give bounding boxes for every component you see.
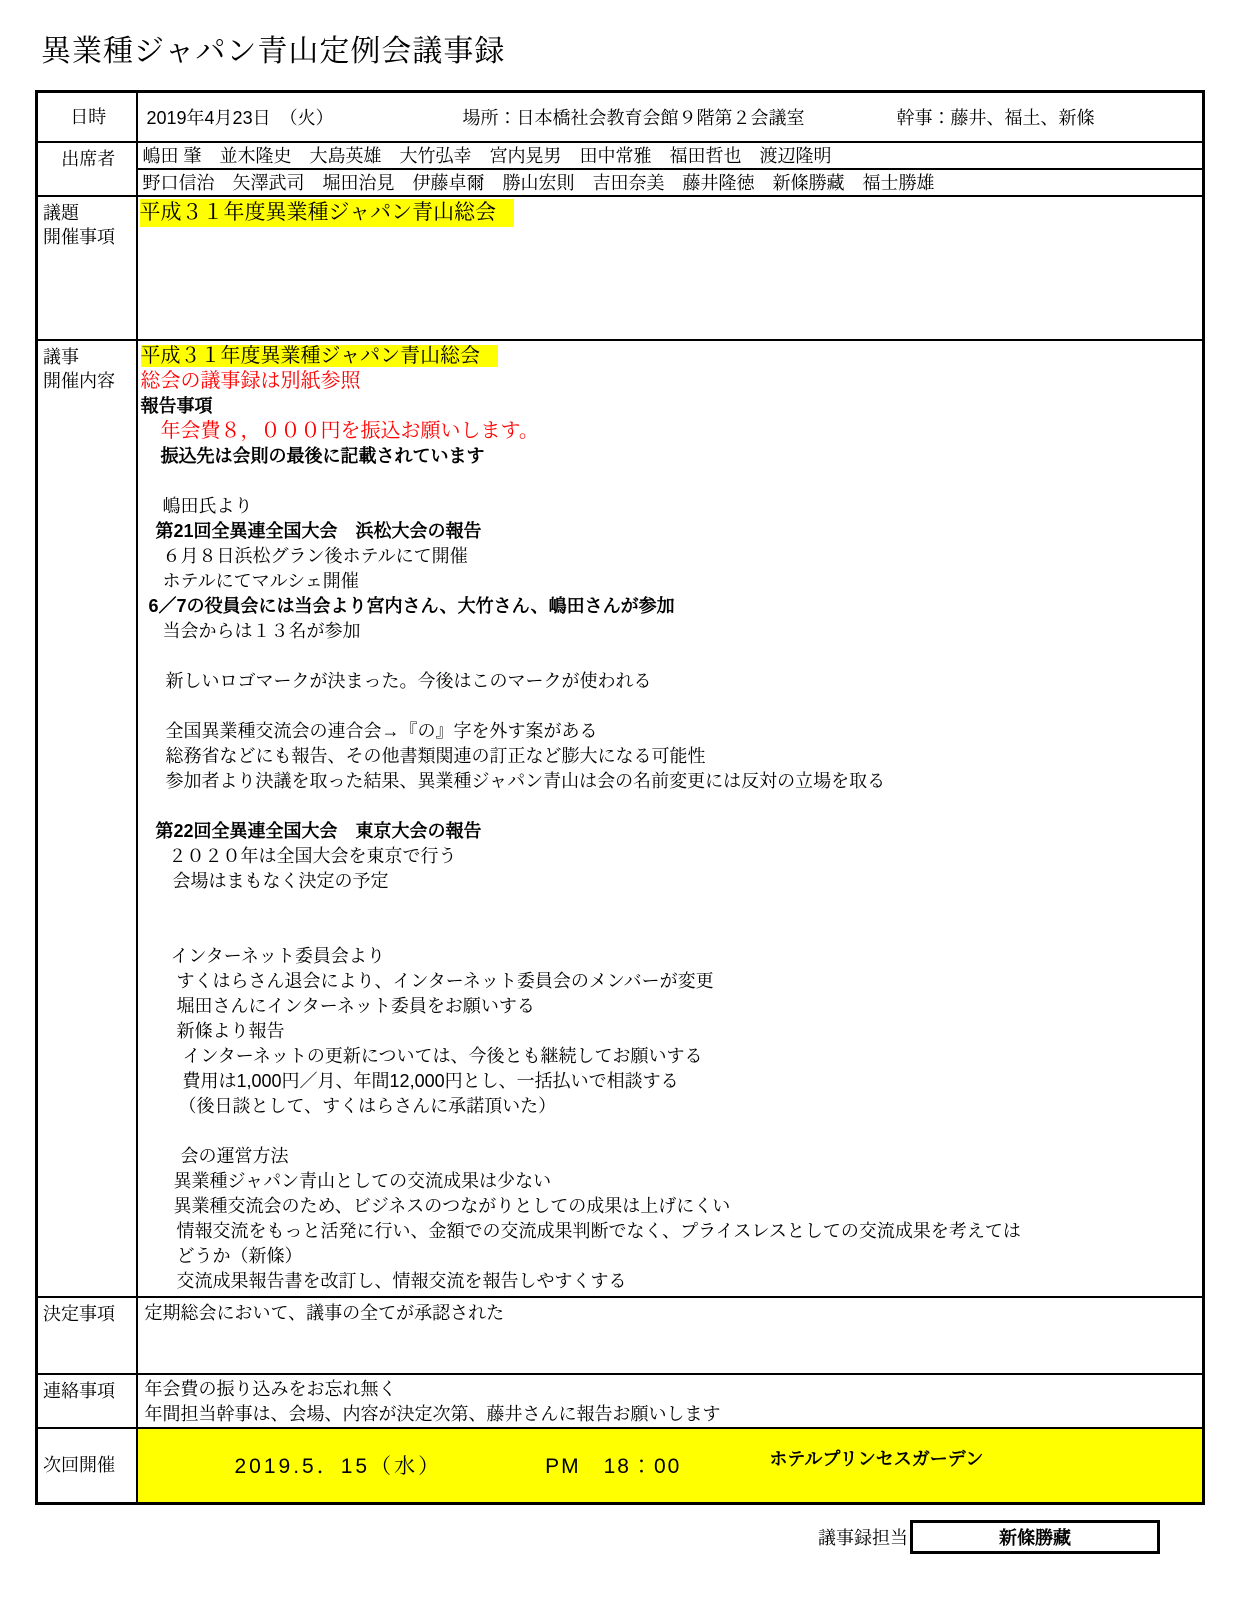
minutes-line: 参加者より決議を取った結果、異業種ジャパン青山は会の名前変更には反対の立場を取る bbox=[165, 770, 886, 791]
label-agenda-line1: 議題 bbox=[43, 202, 79, 223]
minutes-line: インターネット委員会より bbox=[170, 945, 385, 966]
label-decisions: 決定事項 bbox=[37, 1297, 137, 1374]
minutes-line: 情報交流をもっと活発に行い、金額での交流成果判断でなく、プライスレスとしての交流成果を考えては bbox=[176, 1220, 1021, 1241]
minutes-line: ホテルにてマルシェ開催 bbox=[162, 570, 359, 591]
label-minutes bbox=[37, 340, 137, 1297]
row-minutes bbox=[37, 340, 1204, 1297]
minutes-line: （後日談として、すくはらさんに承諾頂いた） bbox=[178, 1095, 557, 1116]
minutes-line: ６月８日浜松グラン後ホテルにて開催 bbox=[162, 545, 468, 566]
next-meeting-content bbox=[138, 1450, 1203, 1480]
minutes-line: 振込先は会則の最後に記載されています bbox=[160, 445, 485, 466]
datetime-content bbox=[138, 104, 1203, 130]
label-agenda bbox=[37, 196, 137, 340]
cell-notices bbox=[137, 1374, 1204, 1428]
attendees-line-1: 嶋田 肇 並木隆史 大島英雄 大竹弘幸 宮内晃男 田中常雅 福田哲也 渡辺隆明 bbox=[137, 142, 1204, 169]
recorder-name-box: 新條勝藏 bbox=[910, 1520, 1160, 1554]
row-attendees-1 bbox=[37, 142, 1204, 169]
minutes-line bbox=[141, 694, 1203, 719]
decisions-lines bbox=[145, 1301, 1203, 1326]
minutes-line: 費用は1,000円／月、年間12,000円とし、一括払いで相談する bbox=[182, 1070, 679, 1091]
minutes-line: 総会の議事録は別紙参照 bbox=[140, 369, 361, 392]
label-agenda-line2: 開催事項 bbox=[43, 226, 115, 247]
row-attendees-2 bbox=[37, 169, 1204, 196]
minutes-line: どうか（新條） bbox=[176, 1245, 303, 1266]
minutes-line: 6／7の役員会には当会より宮内さん、大竹さん、嶋田さんが参加 bbox=[148, 595, 675, 616]
label-notices: 連絡事項 bbox=[37, 1374, 137, 1428]
minutes-line: 嶋田氏より bbox=[162, 495, 253, 516]
text-line: 年間担当幹事は、会場、内容が決定次第、藤井さんに報告お願いします bbox=[144, 1403, 721, 1424]
next-meeting-date: 2019.5．15（水） bbox=[234, 1455, 443, 1479]
text-line: 定期総会において、議事の全てが承認された bbox=[144, 1302, 505, 1323]
minutes-line: 当会からは１３名が参加 bbox=[162, 620, 361, 641]
minutes-line bbox=[141, 919, 1203, 944]
cell-datetime bbox=[137, 92, 1204, 142]
minutes-line bbox=[141, 794, 1203, 819]
minutes-line: すくはらさん退会により、インターネット委員会のメンバーが変更 bbox=[176, 970, 714, 991]
minutes-line: 年会費８，０００円を振込お願いします。 bbox=[160, 419, 539, 442]
cell-agenda bbox=[137, 196, 1204, 340]
label-minutes-line1: 議事 bbox=[43, 346, 79, 367]
label-datetime: 日時 bbox=[37, 92, 137, 142]
highlighted-text: 平成３１年度異業種ジャパン青山総会 bbox=[141, 345, 499, 367]
minutes-line: ２０２０年は全国大会を東京で行う bbox=[168, 845, 457, 866]
agenda-title: 平成３１年度異業種ジャパン青山総会 bbox=[140, 199, 515, 227]
row-next-meeting bbox=[37, 1428, 1204, 1504]
minutes-line: 第22回全異連全国大会 東京大会の報告 bbox=[155, 820, 482, 841]
row-decisions bbox=[37, 1297, 1204, 1374]
cell-next-meeting bbox=[137, 1428, 1204, 1504]
minutes-line: 報告事項 bbox=[140, 395, 213, 416]
minutes-line: 第21回全異連全国大会 浜松大会の報告 bbox=[155, 520, 482, 541]
minutes-line bbox=[141, 344, 1203, 369]
next-meeting-venue: ホテルプリンセスガーデン bbox=[769, 1449, 984, 1470]
minutes-table bbox=[35, 90, 1205, 1505]
footer-signature bbox=[0, 1520, 1160, 1554]
minutes-line: インターネットの更新については、今後とも継続してお願いする bbox=[182, 1045, 703, 1066]
minutes-line bbox=[141, 1119, 1203, 1144]
minutes-line: 全国異業種交流会の連合会→『の』字を外す案がある bbox=[165, 720, 598, 741]
minutes-line: 異業種ジャパン青山としての交流成果は少ない bbox=[173, 1170, 552, 1191]
minutes-line bbox=[141, 644, 1203, 669]
row-datetime bbox=[37, 92, 1204, 142]
row-notices bbox=[37, 1374, 1204, 1428]
text-line: 年会費の振り込みをお忘れ無く bbox=[144, 1378, 397, 1399]
minutes-lines bbox=[141, 344, 1203, 1294]
meeting-place: 場所：日本橋社会教育会館９階第２会議室 bbox=[462, 107, 805, 128]
minutes-line: 新條より報告 bbox=[176, 1020, 285, 1041]
minutes-line bbox=[141, 894, 1203, 919]
label-minutes-line2: 開催内容 bbox=[43, 370, 115, 391]
minutes-line: 堀田さんにインターネット委員をお願いする bbox=[176, 995, 535, 1016]
label-attendees: 出席者 bbox=[37, 142, 137, 196]
row-agenda bbox=[37, 196, 1204, 340]
attendees-line-2: 野口信治 矢澤武司 堀田治見 伊藤卓爾 勝山宏則 吉田奈美 藤井隆徳 新條勝藏 福士勝雄 bbox=[137, 169, 1204, 196]
next-meeting-time: PM 18：00 bbox=[545, 1455, 682, 1479]
meeting-date: 2019年4月23日 （火） bbox=[146, 107, 334, 128]
minutes-line: 異業種交流会のため、ビジネスのつながりとしての成果は上げにくい bbox=[173, 1195, 731, 1216]
recorder-label: 議事録担当 bbox=[818, 1528, 908, 1548]
minutes-line: 総務省などにも報告、その他書類関連の訂正など膨大になる可能性 bbox=[165, 745, 706, 766]
meeting-moderators: 幹事：藤井、福土、新條 bbox=[896, 107, 1095, 128]
minutes-line: 会場はまもなく決定の予定 bbox=[172, 870, 389, 891]
minutes-line: 新しいロゴマークが決まった。今後はこのマークが使われる bbox=[165, 670, 652, 691]
label-next-meeting: 次回開催 bbox=[37, 1428, 137, 1504]
cell-minutes bbox=[137, 340, 1204, 1297]
page-title: 異業種ジャパン青山定例会議事録 bbox=[41, 35, 506, 68]
notices-lines bbox=[145, 1377, 1203, 1427]
minutes-line bbox=[141, 469, 1203, 494]
minutes-line: 交流成果報告書を改訂し、情報交流を報告しやすくする bbox=[176, 1270, 627, 1291]
cell-decisions bbox=[137, 1297, 1204, 1374]
minutes-line: 会の運営方法 bbox=[180, 1145, 289, 1166]
